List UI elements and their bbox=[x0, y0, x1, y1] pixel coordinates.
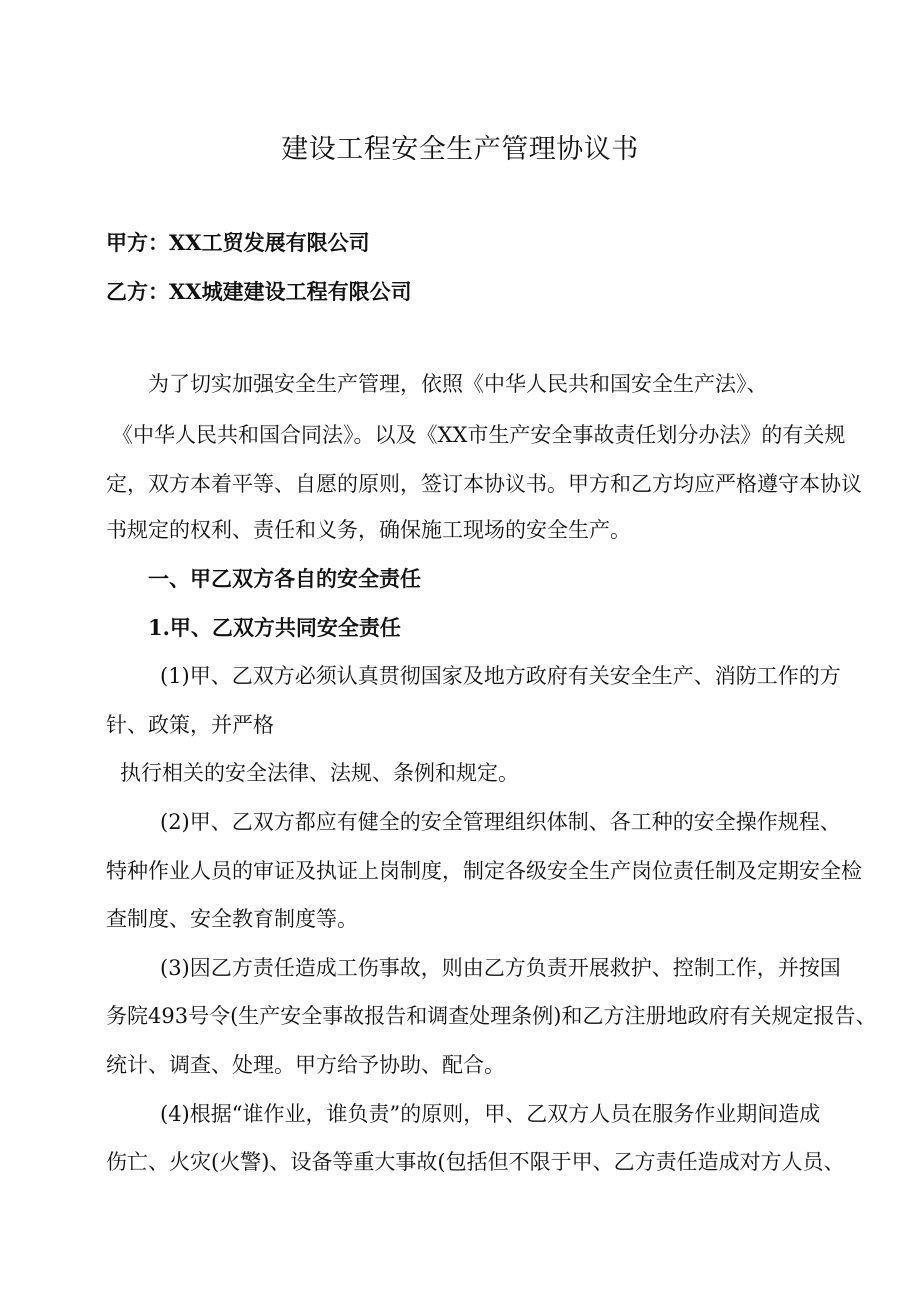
paragraph-line: 《中华人民共和国合同法》。以及《XX市生产安全事故责任划分办法》的有关规 bbox=[112, 423, 846, 447]
paragraph-line: 伤亡、火灾(火警)、设备等重大事故(包括但不限于甲、乙方责任造成对方人员、 bbox=[106, 1150, 845, 1174]
paragraph-line: 执行相关的安全法律、法规、条例和规定。 bbox=[120, 761, 519, 785]
party-b: 乙方：XX城建建设工程有限公司 bbox=[106, 279, 412, 304]
document-title: 建设工程安全生产管理协议书 bbox=[281, 134, 639, 165]
paragraph-line: 针、政策，并严格 bbox=[106, 713, 274, 737]
paragraph-line: 特种作业人员的审证及执证上岗制度，制定各级安全生产岗位责任制及定期安全检 bbox=[106, 859, 862, 883]
subsection-heading: 1.甲、乙双方共同安全责任 bbox=[148, 615, 401, 640]
party-a: 甲方：XX工贸发展有限公司 bbox=[106, 230, 370, 255]
paragraph-line: (1)甲、乙双方必须认真贯彻国家及地方政府有关安全生产、消防工作的方 bbox=[160, 664, 841, 688]
section-heading: 一、甲乙双方各自的安全责任 bbox=[148, 566, 421, 591]
paragraph-line: 统计、调查、处理。甲方给予协助、配合。 bbox=[106, 1053, 505, 1077]
paragraph-line: 定，双方本着平等、自愿的原则，签订本协议书。甲方和乙方均应严格遵守本协议 bbox=[106, 472, 862, 496]
paragraph-line: 务院493号令(生产安全事故报告和调查处理条例)和乙方注册地政府有关规定报告、 bbox=[106, 1004, 877, 1028]
paragraph-line: (3)因乙方责任造成工伤事故，则由乙方负责开展救护、控制工作，并按国 bbox=[160, 956, 841, 980]
paragraph-line: (4)根据“谁作业，谁负责”的原则，甲、乙双方人员在服务作业期间造成 bbox=[160, 1102, 821, 1126]
paragraph-line: 为了切实加强安全生产管理，依照《中华人民共和国安全生产法》、 bbox=[148, 372, 768, 396]
paragraph-line: 书规定的权利、责任和义务，确保施工现场的安全生产。 bbox=[106, 518, 631, 542]
paragraph-line: (2)甲、乙双方都应有健全的安全管理组织体制、各工种的安全操作规程、 bbox=[160, 810, 841, 834]
paragraph-line: 查制度、安全教育制度等。 bbox=[106, 907, 358, 931]
